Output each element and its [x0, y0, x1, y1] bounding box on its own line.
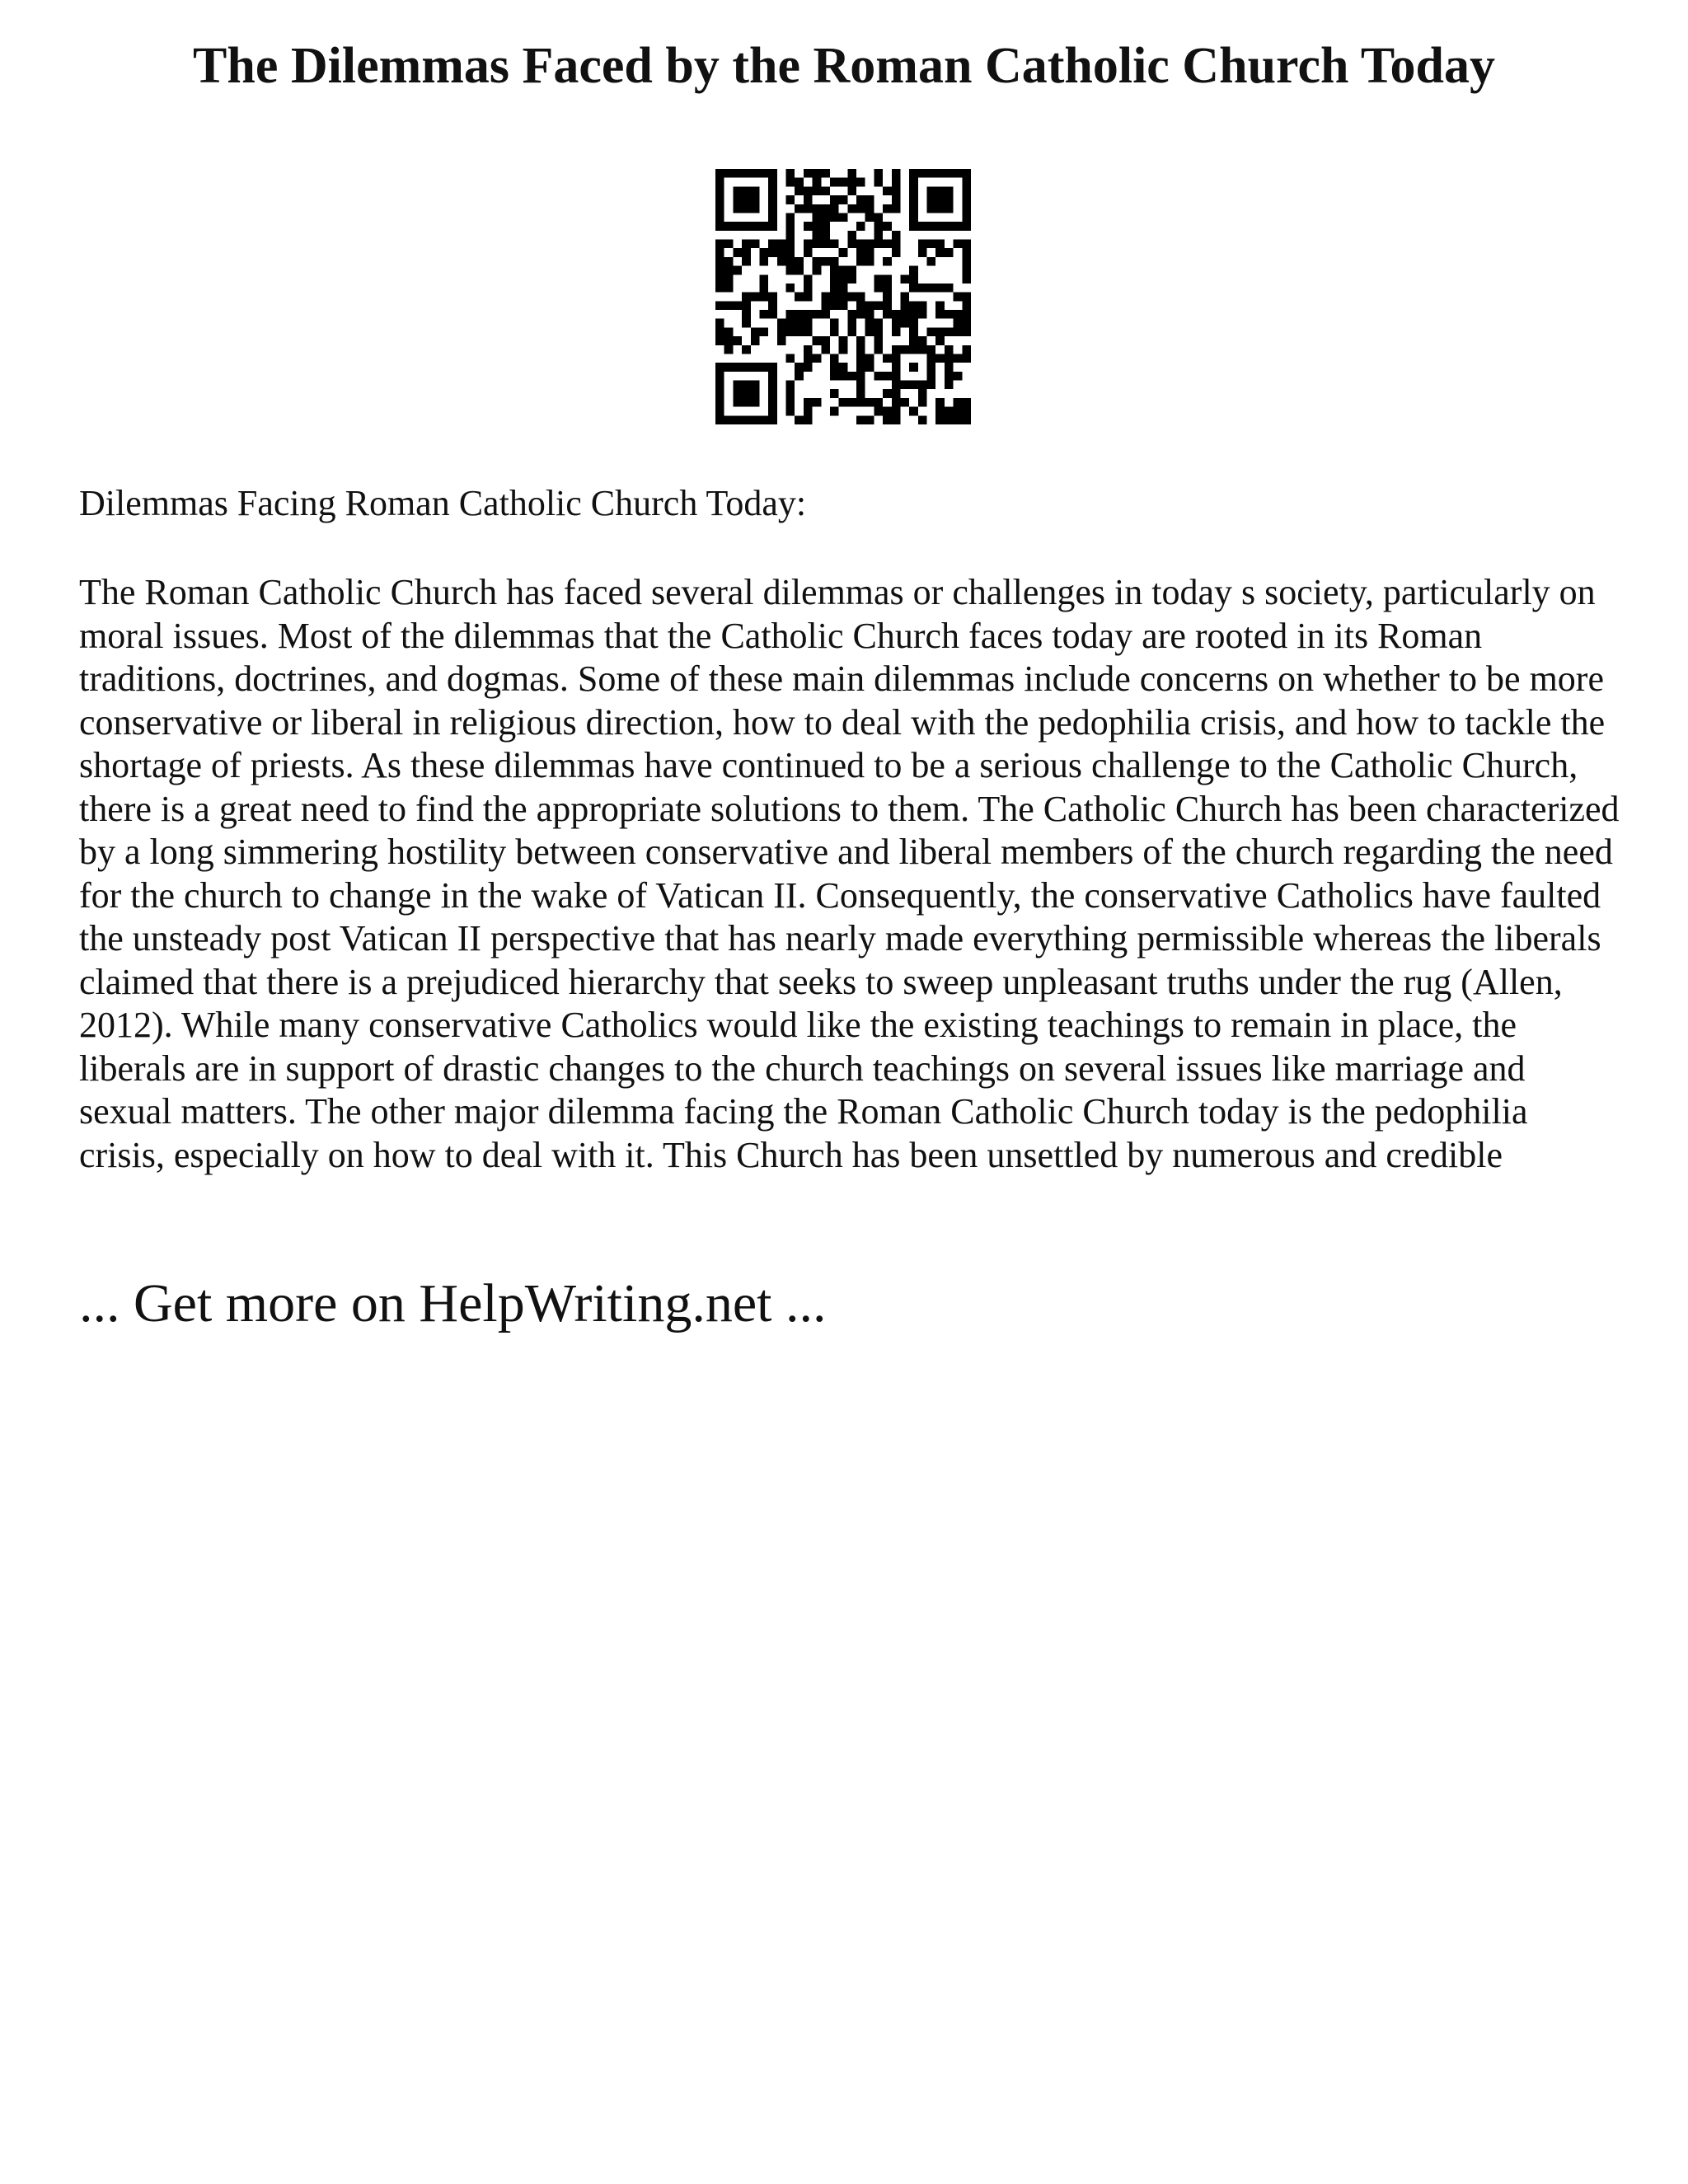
body-paragraph: The Roman Catholic Church has faced several dilemmas or challenges in today s society, particularly on moral issues. Most of the dilemmas that the Catholic Church faces today are rooted in its Roman traditions, doctrines, and dogmas. Some of these main dilemmas include concerns on whether to be more conservative or liberal in religious direction, how to deal with the pedophilia crisis, and how to tackle the shortage of priests. As these dilemmas have continued to be a serious challenge to the Catholic Church, there is a great need to find the appropriate solutions to them. The Catholic Church has been characterized by a long simmering hostility between conservative and liberal members of the church regarding the need for the church to change in the wake of Vatican II. Consequently, the conservative Catholics have faulted the unsteady post Vatican II perspective that has nearly made everything permissible whereas the liberals claimed that there is a prejudiced hierarchy that seeks to sweep unpleasant truths under the rug (Allen, 2012). While many conservative Catholics would like the existing teachings to remain in place, the liberals are in support of drastic changes to the church teachings on several issues like marriage and sexual matters. The other major dilemma facing the Roman Catholic Church today is the pedophilia crisis, especially on how to deal with it. This Church has been unsettled by numerous and credible [79, 572, 1620, 1175]
get-more-link[interactable]: ... Get more on HelpWriting.net ... [79, 1273, 827, 1333]
qr-code-icon[interactable] [715, 169, 971, 424]
section-heading: Dilemmas Facing Roman Catholic Church Today: [79, 483, 807, 523]
document-title: The Dilemmas Faced by the Roman Catholic Church Today [193, 38, 1495, 94]
